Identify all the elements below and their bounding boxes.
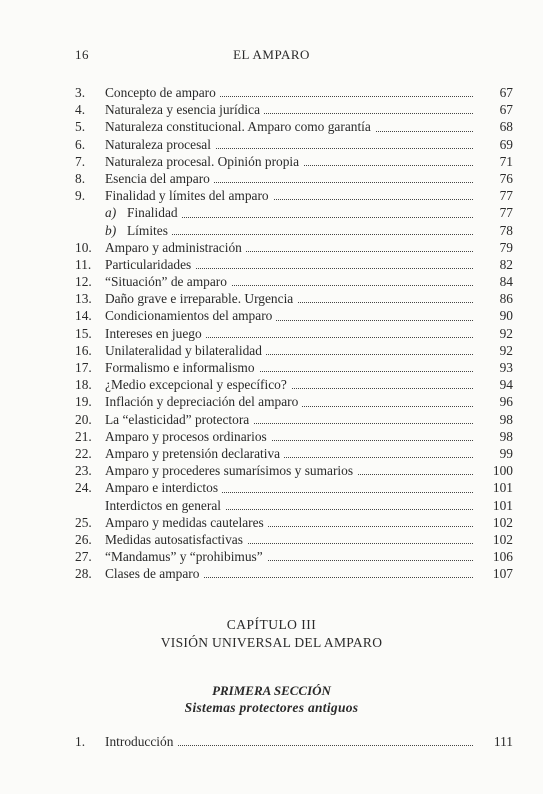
toc-entry-label-wrap [105, 497, 473, 514]
toc-entry-label: Amparo y procesos ordinarios [105, 428, 267, 444]
toc-entry [75, 462, 513, 479]
toc-entry-label: Naturaleza y esencia jurídica [105, 102, 261, 118]
toc-entry-label-box [105, 119, 375, 134]
toc-entry-label-box [105, 308, 276, 323]
section-label: PRIMERA SECCIÓN [212, 683, 331, 698]
toc-entry-label-box [105, 257, 195, 272]
page-number: 16 [75, 47, 89, 62]
toc-entry-label: Amparo y administración [105, 239, 242, 255]
toc-entry-number: 10. [75, 239, 92, 255]
toc-entry-label: Amparo y medidas cautelares [105, 514, 264, 530]
toc-entry-label: “Situación” de amparo [105, 274, 227, 290]
toc-entry-label-wrap [105, 273, 473, 290]
toc-entry [75, 733, 513, 750]
toc-entry-page: 68 [499, 119, 513, 135]
section-table-of-contents [75, 733, 513, 750]
toc-entry-label-wrap [105, 428, 473, 445]
toc-entry-page: 102 [492, 531, 513, 547]
toc-entry-label-box [105, 412, 253, 427]
toc-entry-label-box [105, 240, 246, 255]
toc-entry-label: Amparo e interdictos [105, 480, 219, 496]
running-head: EL AMPARO [233, 47, 310, 62]
toc-entry-number: 8. [75, 170, 86, 186]
toc-entry-number: 27. [75, 549, 92, 565]
toc-entry-label-wrap [105, 462, 473, 479]
chapter-title: VISIÓN UNIVERSAL DEL AMPARO [160, 635, 383, 650]
toc-entry-page: 77 [499, 188, 513, 204]
toc-entry [75, 239, 513, 256]
toc-entry-label: Finalidad y límites del amparo [105, 188, 269, 204]
toc-entry-page: 69 [499, 136, 513, 152]
toc-entry-label-box [105, 734, 177, 749]
toc-entry [75, 325, 513, 342]
toc-entry-label-wrap [105, 153, 473, 170]
toc-entry [75, 497, 513, 514]
toc-entry-label-box [105, 532, 247, 547]
toc-entry-label: Formalismo e informalismo [105, 360, 255, 375]
toc-entry-label: Naturaleza procesal [105, 136, 211, 152]
toc-entry-page: 101 [492, 497, 513, 513]
toc-entry [75, 118, 513, 135]
toc-entry-label-box [105, 360, 259, 375]
toc-entry-label-box [105, 549, 267, 564]
toc-entry-number: 23. [75, 463, 92, 479]
toc-entry-page: 101 [492, 480, 513, 496]
toc-entry-page: 86 [499, 291, 513, 307]
toc-entry-page: 99 [499, 445, 513, 461]
section-title: Sistemas protectores antiguos [184, 700, 359, 715]
toc-entry-label: La “elasticidad” protectora [105, 411, 250, 427]
toc-entry-label-box [105, 429, 271, 444]
toc-entry-label: Límites [127, 222, 168, 238]
toc-entry-label-wrap [105, 342, 473, 359]
toc-entry-number: 13. [75, 291, 92, 307]
toc-entry-label-box [105, 154, 303, 169]
table-of-contents [75, 84, 513, 582]
toc-entry-number: 22. [75, 445, 92, 461]
toc-entry [75, 256, 513, 273]
toc-entry-label-wrap [105, 411, 473, 428]
toc-entry-label-wrap [105, 565, 473, 582]
toc-entry-label-box [105, 377, 291, 392]
toc-entry [75, 187, 513, 204]
toc-entry [75, 376, 513, 393]
toc-entry-label-wrap [105, 733, 473, 750]
toc-entry-number: 16. [75, 342, 92, 358]
toc-entry-number: 9. [75, 188, 86, 204]
toc-entry [75, 565, 513, 582]
toc-entry-page: 92 [499, 342, 513, 358]
toc-entry-label-box [105, 223, 172, 238]
toc-entry-label: Amparo y pretensión declarativa [105, 445, 281, 461]
toc-entry-label: Naturaleza constitucional. Amparo como garantía [105, 119, 371, 135]
toc-entry-label-wrap [105, 514, 473, 531]
toc-entry-page: 78 [499, 222, 513, 238]
toc-entry-letter: b) [105, 222, 117, 238]
toc-entry [75, 359, 513, 376]
toc-entry-label-wrap [105, 307, 473, 324]
toc-entry-label-wrap [105, 290, 473, 307]
toc-entry-label-box [105, 446, 284, 461]
toc-entry-label-box [105, 326, 206, 341]
toc-entry-label-wrap [105, 239, 473, 256]
toc-entry [75, 342, 513, 359]
toc-entry-page: 79 [499, 239, 513, 255]
toc-entry-label-wrap [105, 376, 473, 393]
toc-entry-number: 20. [75, 411, 92, 427]
toc-entry-label: Medidas autosatisfactivas [105, 531, 243, 547]
toc-entry-label-wrap [105, 531, 473, 548]
toc-entry-label-box [105, 394, 302, 409]
toc-entry-label-wrap [105, 204, 473, 221]
toc-entry [75, 445, 513, 462]
toc-entry-label: Condicionamientos del amparo [105, 308, 273, 324]
toc-entry-label: Clases de amparo [105, 566, 200, 582]
toc-entry-number: 3. [75, 85, 86, 100]
chapter-label: CAPÍTULO III [226, 617, 317, 632]
toc-entry-label-wrap [105, 118, 473, 135]
toc-entry-page: 77 [499, 205, 513, 221]
toc-entry-label-box [105, 188, 273, 203]
toc-entry [75, 170, 513, 187]
toc-entry-page: 93 [499, 360, 513, 375]
toc-entry-number: 21. [75, 428, 92, 444]
toc-entry [75, 204, 513, 221]
toc-entry-label-wrap [105, 445, 473, 462]
toc-entry-label-wrap [105, 359, 473, 376]
toc-entry-label-wrap [105, 222, 473, 239]
toc-entry-page: 67 [499, 102, 513, 118]
toc-entry-page: 67 [499, 85, 513, 100]
toc-entry-label-box [105, 102, 264, 117]
toc-entry-letter: a) [105, 205, 117, 221]
toc-entry-number: 12. [75, 274, 92, 290]
toc-entry-label: Finalidad [127, 205, 178, 221]
toc-entry-label-wrap [105, 170, 473, 187]
toc-entry [75, 153, 513, 170]
toc-entry-label: Introducción [105, 734, 174, 749]
toc-entry-number: 18. [75, 377, 92, 393]
toc-entry-number: 6. [75, 136, 86, 152]
toc-entry-label-box [105, 137, 215, 152]
toc-entry-page: 92 [499, 325, 513, 341]
toc-entry-page: 107 [492, 566, 513, 582]
toc-entry-page: 111 [493, 734, 513, 749]
toc-entry-label-box [105, 566, 203, 581]
toc-entry-label-wrap [105, 187, 473, 204]
toc-entry-label-wrap [105, 393, 473, 410]
toc-entry-label: Concepto de amparo [105, 85, 216, 100]
toc-entry [75, 273, 513, 290]
toc-entry-page: 84 [499, 274, 513, 290]
toc-entry-label-box [105, 498, 225, 513]
toc-entry-label-box [105, 463, 357, 478]
toc-entry [75, 290, 513, 307]
toc-entry-label: Daño grave e irreparable. Urgencia [105, 291, 294, 307]
toc-entry-number: 5. [75, 119, 86, 135]
toc-entry-label: Intereses en juego [105, 325, 202, 341]
toc-entry-page: 71 [499, 153, 513, 169]
toc-entry-label: Particularidades [105, 256, 192, 272]
toc-entry-label-wrap [105, 479, 473, 496]
toc-entry-page: 100 [492, 463, 513, 479]
toc-entry-label-box [105, 274, 231, 289]
toc-entry-label-box [105, 291, 297, 306]
toc-entry [75, 531, 513, 548]
toc-entry-number: 7. [75, 153, 86, 169]
toc-entry-label-box [105, 85, 220, 100]
toc-entry [75, 514, 513, 531]
toc-entry-label-box [105, 171, 214, 186]
toc-entry [75, 222, 513, 239]
toc-entry-page: 76 [499, 170, 513, 186]
toc-entry-number: 14. [75, 308, 92, 324]
toc-entry-label-wrap [105, 256, 473, 273]
toc-entry [75, 84, 513, 101]
toc-entry-label-box [105, 205, 182, 220]
toc-entry-label-wrap [105, 136, 473, 153]
toc-entry-page: 98 [499, 428, 513, 444]
toc-entry-number: 25. [75, 514, 92, 530]
toc-entry [75, 411, 513, 428]
toc-entry [75, 548, 513, 565]
toc-entry [75, 479, 513, 496]
toc-entry [75, 136, 513, 153]
toc-entry [75, 393, 513, 410]
toc-entry-number: 17. [75, 360, 92, 375]
toc-entry-number: 24. [75, 480, 92, 496]
toc-entry-label: Amparo y procederes sumarísimos y sumarios [105, 463, 354, 479]
toc-entry-label-box [105, 343, 266, 358]
toc-entry-label: Esencia del amparo [105, 170, 210, 186]
toc-entry-label-wrap [105, 548, 473, 565]
toc-entry [75, 307, 513, 324]
toc-entry-label-box [105, 480, 222, 495]
toc-entry-label-wrap [105, 84, 473, 101]
toc-entry-number: 19. [75, 394, 92, 410]
toc-entry-number: 4. [75, 102, 86, 118]
toc-entry-number: 1. [75, 734, 86, 749]
toc-entry-page: 98 [499, 411, 513, 427]
toc-entry-label-wrap [105, 325, 473, 342]
toc-entry-label: “Mandamus” y “prohibimus” [105, 549, 263, 565]
toc-entry-label: Naturaleza procesal. Opinión propia [105, 153, 300, 169]
toc-entry-number: 11. [75, 256, 92, 272]
toc-entry-label: Interdictos en general [105, 497, 221, 513]
toc-entry-number: 28. [75, 566, 92, 582]
toc-entry-page: 90 [499, 308, 513, 324]
toc-entry-label-wrap [105, 101, 473, 118]
toc-entry-page: 82 [499, 256, 513, 272]
toc-entry-label: Inflación y depreciación del amparo [105, 394, 299, 410]
toc-entry-label-box [105, 515, 268, 530]
toc-entry-label: ¿Medio excepcional y específico? [105, 377, 287, 393]
toc-entry-label: Unilateralidad y bilateralidad [105, 342, 262, 358]
toc-entry [75, 428, 513, 445]
toc-entry [75, 101, 513, 118]
toc-entry-number: 15. [75, 325, 92, 341]
toc-entry-number: 26. [75, 531, 92, 547]
toc-entry-page: 94 [499, 377, 513, 393]
toc-entry-page: 102 [492, 514, 513, 530]
toc-entry-page: 106 [492, 549, 513, 565]
toc-entry-page: 96 [499, 394, 513, 410]
